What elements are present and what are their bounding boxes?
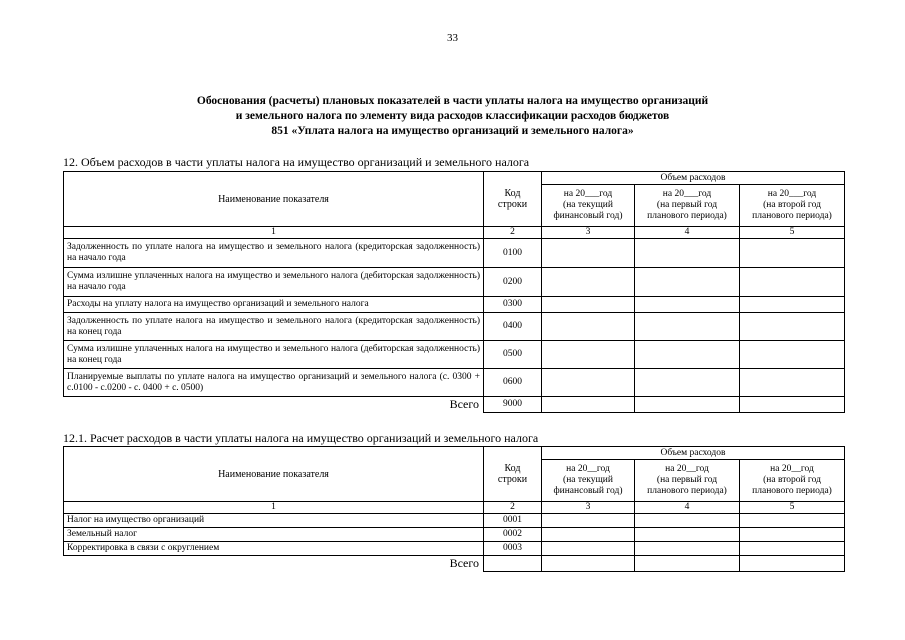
- cell-year-second[interactable]: [740, 341, 845, 369]
- cell-year-first[interactable]: [635, 239, 740, 268]
- cell-year-first[interactable]: [635, 556, 740, 572]
- cell-year-first[interactable]: [635, 297, 740, 313]
- col-number-3: 3: [542, 502, 635, 514]
- row-code: 0002: [484, 528, 542, 542]
- header-code-line-2: строки: [497, 199, 528, 210]
- row-name: Налог на имущество организаций: [64, 514, 484, 528]
- header-code-line-2: строки: [497, 474, 528, 485]
- year-current-line-2: (на текущий: [563, 475, 613, 485]
- year-current-line-3: финансовый год): [553, 211, 623, 221]
- total-row: [64, 556, 845, 572]
- year-first-line-3: планового периода): [647, 211, 727, 221]
- cell-year-first[interactable]: [635, 268, 740, 297]
- year-second-line-3: планового периода): [752, 211, 832, 221]
- row-code: 0200: [484, 268, 542, 297]
- header-volume: Объем расходов: [542, 447, 845, 460]
- cell-year-current[interactable]: [542, 313, 635, 341]
- row-code: 0003: [484, 542, 542, 556]
- row-name: Планируемые выплаты по уплате налога на имущество организаций и земельного налога (с. 0300 + с.0100 - с.0200 - с. 0400 + с. 0500): [64, 369, 484, 397]
- header-year-first: [635, 460, 740, 502]
- row-code: 0400: [484, 313, 542, 341]
- row-name: Расходы на уплату налога на имущество организаций и земельного налога: [64, 297, 484, 313]
- row-name: Задолженность по уплате налога на имущество и земельного налога (кредиторская задолженность) на конец года: [64, 313, 484, 341]
- cell-year-second[interactable]: [740, 239, 845, 268]
- cell-year-second[interactable]: [740, 397, 845, 413]
- header-code: [484, 447, 542, 502]
- cell-year-second[interactable]: [740, 268, 845, 297]
- header-year-current: [542, 460, 635, 502]
- cell-year-current[interactable]: [542, 514, 635, 528]
- section-2-title: 12.1. Расчет расходов в части уплаты налога на имущество организаций и земельного налога: [63, 431, 539, 445]
- year-second-line-3: планового периода): [752, 486, 832, 496]
- cell-year-current[interactable]: [542, 341, 635, 369]
- table-row: [64, 341, 845, 369]
- header-volume: Объем расходов: [542, 172, 845, 185]
- document-heading: [0, 94, 905, 139]
- year-first-line-1: на 20__год: [665, 464, 709, 474]
- table-row: [64, 239, 845, 268]
- col-number-1: 1: [64, 227, 484, 239]
- page-number: 33: [447, 32, 458, 44]
- row-code: 0600: [484, 369, 542, 397]
- year-second-line-1: на 20__год: [770, 464, 814, 474]
- cell-year-current[interactable]: [542, 397, 635, 413]
- year-current-line-1: на 20__год: [566, 464, 610, 474]
- header-year-second: [740, 185, 845, 227]
- year-first-line-3: планового периода): [647, 486, 727, 496]
- cell-year-current[interactable]: [542, 528, 635, 542]
- section-2-table: [63, 446, 845, 572]
- header-code-line-1: Код: [504, 463, 521, 474]
- cell-year-second[interactable]: [740, 542, 845, 556]
- row-code: 0001: [484, 514, 542, 528]
- cell-year-second[interactable]: [740, 528, 845, 542]
- header-code-line-1: Код: [504, 188, 521, 199]
- heading-line-2: и земельного налога по элементу вида расходов классификации расходов бюджетов: [235, 110, 670, 122]
- col-number-2: 2: [484, 227, 542, 239]
- cell-year-second[interactable]: [740, 297, 845, 313]
- cell-year-first[interactable]: [635, 542, 740, 556]
- year-current-line-3: финансовый год): [553, 486, 623, 496]
- table-row: [64, 313, 845, 341]
- header-code: [484, 172, 542, 227]
- cell-year-current[interactable]: [542, 556, 635, 572]
- header-year-second: [740, 460, 845, 502]
- total-label: Всего: [64, 556, 484, 572]
- year-second-line-1: на 20___год: [767, 189, 817, 199]
- cell-year-first[interactable]: [635, 514, 740, 528]
- year-second-line-2: (на второй год: [763, 200, 821, 210]
- table-row: [64, 369, 845, 397]
- heading-line-1: Обоснования (расчеты) плановых показателей в части уплаты налога на имущество организаций: [196, 95, 709, 107]
- total-label: Всего: [64, 397, 484, 413]
- header-year-first: [635, 185, 740, 227]
- cell-year-current[interactable]: [542, 268, 635, 297]
- total-code: 9000: [484, 397, 542, 413]
- table-row: [64, 542, 845, 556]
- row-name: Задолженность по уплате налога на имущество и земельного налога (кредиторская задолженность) на начало года: [64, 239, 484, 268]
- cell-year-first[interactable]: [635, 528, 740, 542]
- section-1-title: 12. Объем расходов в части уплаты налога на имущество организаций и земельного налога: [63, 155, 530, 169]
- cell-year-current[interactable]: [542, 542, 635, 556]
- year-first-line-1: на 20___год: [662, 189, 712, 199]
- col-number-5: 5: [740, 227, 845, 239]
- cell-year-second[interactable]: [740, 313, 845, 341]
- header-name: Наименование показателя: [64, 172, 484, 227]
- header-name: Наименование показателя: [64, 447, 484, 502]
- cell-year-first[interactable]: [635, 369, 740, 397]
- col-number-4: 4: [635, 227, 740, 239]
- row-name: Корректировка в связи с округлением: [64, 542, 484, 556]
- table-row: [64, 268, 845, 297]
- year-current-line-1: на 20___год: [563, 189, 613, 199]
- cell-year-first[interactable]: [635, 397, 740, 413]
- cell-year-first[interactable]: [635, 313, 740, 341]
- col-number-5: 5: [740, 502, 845, 514]
- cell-year-second[interactable]: [740, 556, 845, 572]
- total-row: [64, 397, 845, 413]
- year-current-line-2: (на текущий: [563, 200, 613, 210]
- row-code: 0500: [484, 341, 542, 369]
- year-first-line-2: (на первый год: [656, 200, 718, 210]
- year-first-line-2: (на первый год: [656, 475, 718, 485]
- header-year-current: [542, 185, 635, 227]
- row-code: 0100: [484, 239, 542, 268]
- cell-year-second[interactable]: [740, 369, 845, 397]
- heading-line-3: 851 «Уплата налога на имущество организаций и земельного налога»: [271, 125, 634, 137]
- col-number-2: 2: [484, 502, 542, 514]
- cell-year-current[interactable]: [542, 369, 635, 397]
- cell-year-current[interactable]: [542, 239, 635, 268]
- table-row: [64, 297, 845, 313]
- total-code: [484, 556, 542, 572]
- row-name: Сумма излишне уплаченных налога на имущество и земельного налога (дебиторская задолженность) на начало года: [64, 268, 484, 297]
- row-code: 0300: [484, 297, 542, 313]
- table-row: [64, 514, 845, 528]
- row-name: Сумма излишне уплаченных налога на имущество и земельного налога (дебиторская задолженность) на конец года: [64, 341, 484, 369]
- col-number-3: 3: [542, 227, 635, 239]
- cell-year-second[interactable]: [740, 514, 845, 528]
- table-row: [64, 528, 845, 542]
- row-name: Земельный налог: [64, 528, 484, 542]
- col-number-1: 1: [64, 502, 484, 514]
- cell-year-first[interactable]: [635, 341, 740, 369]
- year-second-line-2: (на второй год: [763, 475, 821, 485]
- section-1-table: [63, 171, 845, 413]
- cell-year-current[interactable]: [542, 297, 635, 313]
- col-number-4: 4: [635, 502, 740, 514]
